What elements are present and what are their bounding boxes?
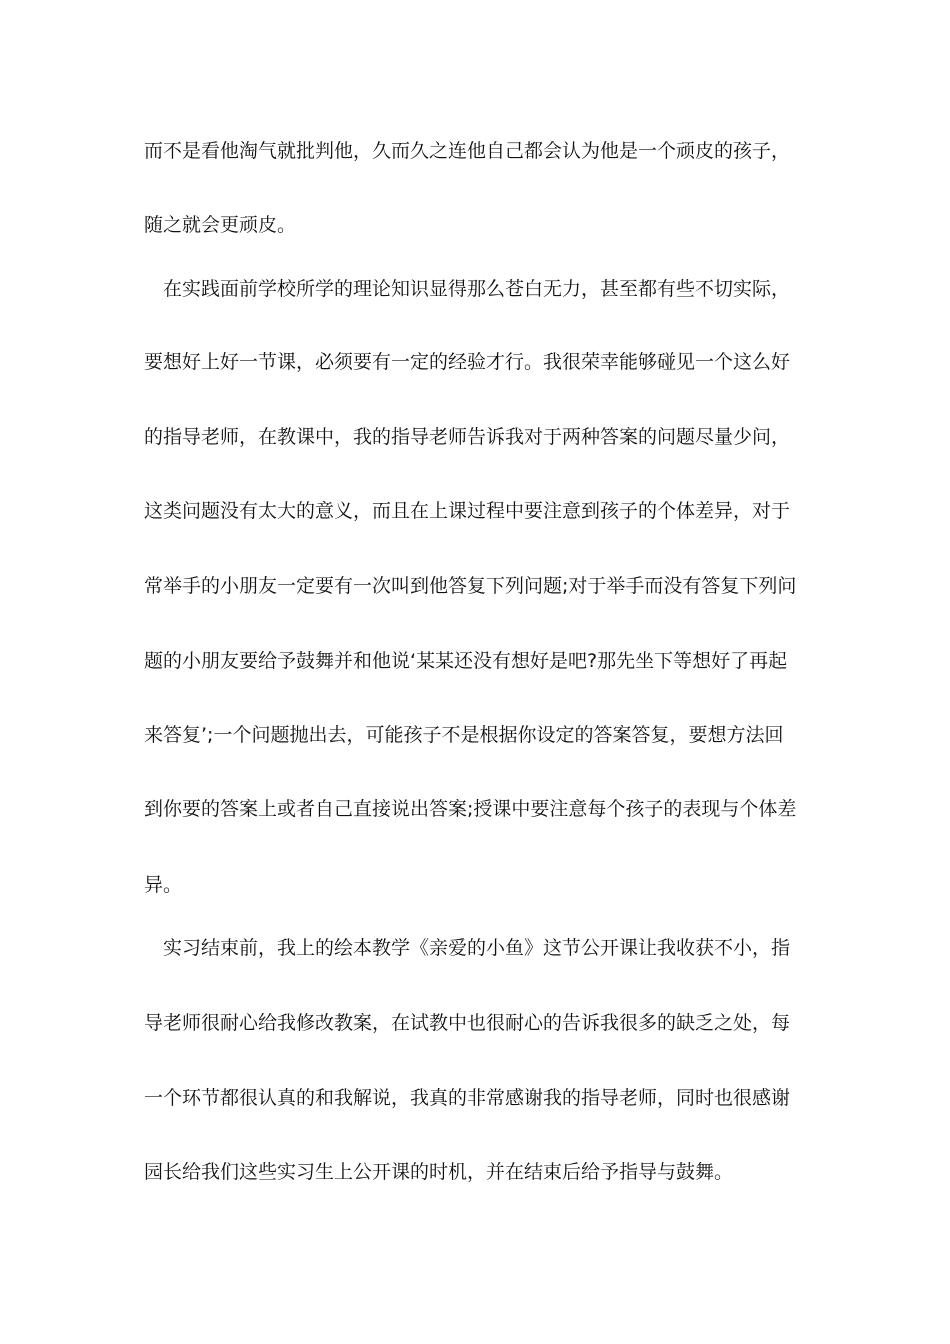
paragraph-line: 异。 xyxy=(144,874,183,896)
paragraph-line: 园长给我们这些实习生上公开课的时机，并在结束后给予指导与鼓舞。 xyxy=(144,1161,734,1183)
paragraph-line: 题的小朋友要给予鼓舞并和他说‘某某还没有想好是吧?那先坐下等想好了再起 xyxy=(144,650,788,672)
paragraph-line: 要想好上好一节课，必须要有一定的经验才行。我很荣幸能够碰见一个这么好 xyxy=(144,351,791,373)
paragraph-line: 来答复’;一个问题抛出去，可能孩子不是根据你设定的答案答复，要想方法回 xyxy=(144,724,784,746)
paragraph-line: 导老师很耐心给我修改教案，在试教中也很耐心的告诉我很多的缺乏之处，每 xyxy=(144,1012,791,1034)
paragraph-line: 到你要的答案上或者自己直接说出答案;授课中要注意每个孩子的表现与个体差 xyxy=(144,798,797,820)
paragraph-line: 而不是看他淘气就批判他，久而久之连他自己都会认为他是一个顽皮的孩子， xyxy=(144,140,791,162)
paragraph-line: 在实践面前学校所学的理论知识显得那么苍白无力，甚至都有些不切实际， xyxy=(144,278,791,300)
paragraph-line: 常举手的小朋友一定要有一次叫到他答复下列问题;对于举手而没有答复下列问 xyxy=(144,575,797,597)
paragraph-line: 实习结束前，我上的绘本教学《亲爱的小鱼》这节公开课让我收获不小，指 xyxy=(144,937,791,959)
paragraph-line: 随之就会更顽皮。 xyxy=(144,214,297,236)
paragraph-line: 这类问题没有太大的意义，而且在上课过程中要注意到孩子的个体差异，对于 xyxy=(144,500,791,522)
paragraph-line: 的指导老师，在教课中，我的指导老师告诉我对于两种答案的问题尽量少问， xyxy=(144,426,791,448)
paragraph-line: 一个环节都很认真的和我解说，我真的非常感谢我的指导老师，同时也很感谢 xyxy=(144,1087,791,1109)
